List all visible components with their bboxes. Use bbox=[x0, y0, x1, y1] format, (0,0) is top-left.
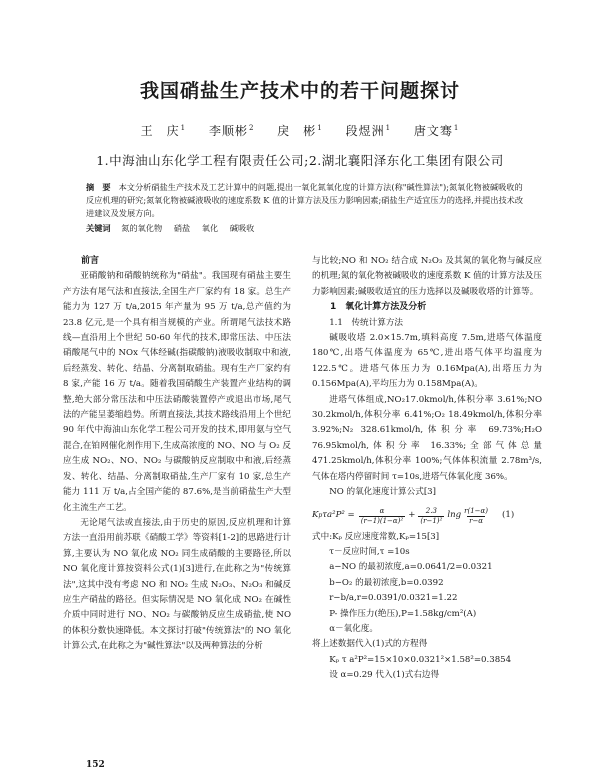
author-0: 王 庆$^1$ bbox=[140, 124, 187, 138]
definition-line: P- 操作压力(绝压),P=1.58kg/cm²(A) bbox=[329, 608, 477, 619]
author-4: 唐文骞$^1$ bbox=[413, 124, 460, 138]
paper-title: 我国硝盐生产技术中的若干问题探讨 bbox=[139, 80, 460, 102]
right-column bbox=[312, 254, 542, 684]
keywords bbox=[86, 223, 526, 234]
abstract bbox=[86, 181, 526, 220]
definition-line: a−NO 的最初浓度,a=0.0641/2=0.0321 bbox=[329, 562, 493, 573]
body-paragraph: 进塔气体组成,NO₂17.0kmol/h,体积分率 3.61%;NO 30.2kmol/h,体积分率 6.41%;O₂ 18.49kmol/h,体积分率 3.92%;N₂ 328.61kmol/h,体积分率 69.73%;H₂O 76.95kmol/h,体积分率 16.33%;全部气体总量 471.25kmol/h,体积分率 100%;气体体积流量 2.78m³/s,气体在塔内停留时间 τ=10s,进塔气体氧化度 36%。 bbox=[312, 394, 542, 482]
definition-line: b−O₂ 的最初浓度,b=0.0392 bbox=[329, 577, 444, 588]
subsection-heading: 1.1 传统计算方法 bbox=[329, 317, 404, 328]
abstract-label: 摘 要 bbox=[86, 182, 111, 192]
definition-line: 将上述数据代入(1)式的方程得 bbox=[312, 639, 428, 650]
body-paragraph: 亚硝酸钠和硝酸钠统称为"硝盐"。我国现有硝盐主要生产方法有尾气法和直接法,全国生产厂家约有 18 家。总生产能力为 127 万 t/a,2015 年产量为 95 万 t/a,总产值约为 23.8 亿元,是一个具有相当规模的产业。所谓尾气法技术路线—直沿用上个世纪 50-60 年代的技术,即常压法、中压法硝酸尾气中的 NOx 气体经碱(指碳酸钠)液吸收制取中和液,后经蒸发、转化、结晶、分离制取硝盐。现有生产厂家约有 8 家,产能 16 万 t/a。随着我国硝酸生产装置产业结构的调整,绝大部分常压法和中压法硝酸装置停产或退出市场,尾气法的产能呈萎缩趋势。所谓直接法,其技术路线沿用上个世纪 90 年代中海油山东化学工程公司开发的技术,即用氨与空气混合,在铂网催化剂作用下,生成高浓度的 NO、NO 与 O₂ 反应生成 NO₂、NO、NO₂ 与碳酸钠反应制取中和液,后经蒸发、转化、结晶、分离制取硝盐,生产厂家有 10 家,总生产能力 111 万 t/a,占全国产能的 87.6%,是当前硝盐生产大型化主流生产工艺。 bbox=[63, 271, 291, 513]
author-2: 戾 彬$^1$ bbox=[277, 124, 323, 138]
keyword-item: 碱吸收 bbox=[229, 223, 255, 233]
definition-line: α－氧化度。 bbox=[329, 623, 378, 634]
section-heading: 1 氧化计算方法及分析 bbox=[330, 302, 427, 313]
abstract-text: 本文分析硝盐生产技术及工艺计算中的问题,提出一氧化氮氧化度的计算方法(称"碱性算法");氮氧化物被碱吸收的反应机理的研究;氮氧化物被碱液吸收的速度系数 K 值的计算方法及压力影响因素;硝盐生产适宜压力的选择,并提出技术改进建议及发展方向。 bbox=[86, 182, 524, 218]
page-number: 152 bbox=[86, 760, 105, 770]
definition-line: 式中:Kₚ 反应速度常数,Kₚ=15[3] bbox=[312, 531, 440, 542]
body-paragraph: 碱吸收塔 2.0×15.7m,填料高度 7.5m,进塔气体温度 180℃,出塔气体温度为 65℃,进出塔气体平均温度为 122.5℃。进塔气体压力为 0.16Mpa(A),出塔压力为 0.156Mpa(A),平均压力为 0.158Mpa(A)。 bbox=[312, 333, 542, 390]
definition-line: Kₚ τ a²P²=15×10×0.0321²×1.58²=0.3854 bbox=[329, 654, 512, 665]
body-paragraph: 与比较;NO 和 NO₂ 结合成 N₂O₃ 及其氮的氧化物与碱反应的机理;氮的氧化物被碱吸收的速度系数 K 值的计算方法及压力影响因素;碱吸收适宜的压力选择以及碱吸收塔的计算等。 bbox=[312, 256, 542, 297]
author-list bbox=[0, 122, 600, 139]
preface-heading: 前言 bbox=[81, 256, 100, 266]
definition-line: 设 α=0.29 代入(1)式右边得 bbox=[329, 670, 440, 681]
keyword-item: 氮的氧化物 bbox=[121, 223, 163, 233]
definition-line: r−b/a,r=0.0391/0.0321=1.22 bbox=[329, 593, 458, 604]
author-3: 段煜洲$^1$ bbox=[345, 124, 392, 138]
author-1: 李顺彬$^2$ bbox=[208, 124, 255, 138]
formula-intro: NO 的氧化速度计算公式[3] bbox=[329, 487, 437, 498]
equation-1: K p τa²P² = $\frac{\alpha}{\text{(r−1)(1−α)²}}$ + $\frac{2.3}{\text{(r−1)²}}$ lng r(1−α) r−α (1) bbox=[312, 506, 515, 525]
keywords-label: 关键词 bbox=[86, 223, 111, 233]
keyword-item: 硝盐 bbox=[173, 223, 191, 233]
definition-line: τ－反应时间,τ =10s bbox=[329, 546, 410, 557]
affiliation: 1.中海油山东化学工程有限责任公司;2.湖北襄阳泽东化工集团有限公司 bbox=[96, 153, 504, 168]
keyword-item: 氧化 bbox=[201, 223, 219, 233]
body-paragraph: 无论尾气法或直接法,由于历史的原因,反应机理和计算方法一直沿用前苏联《硝酸工学》等资料[1-2]的思路进行计算,主要认为 NO 氧化成 NO₂ 同生成硝酸的主要路径,所以 NO 氧化度计算按资料公式(1)[3]进行,在此称之为"传统算法",这其中没有考虑 NO 和 NO₂ 生成 N₂O₃、N₂O₃ 和碱反应生产硝盐的路径。但实际情况是 NO 氧化成 NO₂ 在碱性介质中同时进行 NO、NO₂ 与碳酸钠反应生成硝盐,使 NO 的体积分数快速降低。本文探讨打破"传统算法"的 NO 氧化计算公式,在此称之为"碱性算法"以及两种算法的分析 bbox=[63, 517, 291, 652]
left-column bbox=[63, 254, 291, 655]
